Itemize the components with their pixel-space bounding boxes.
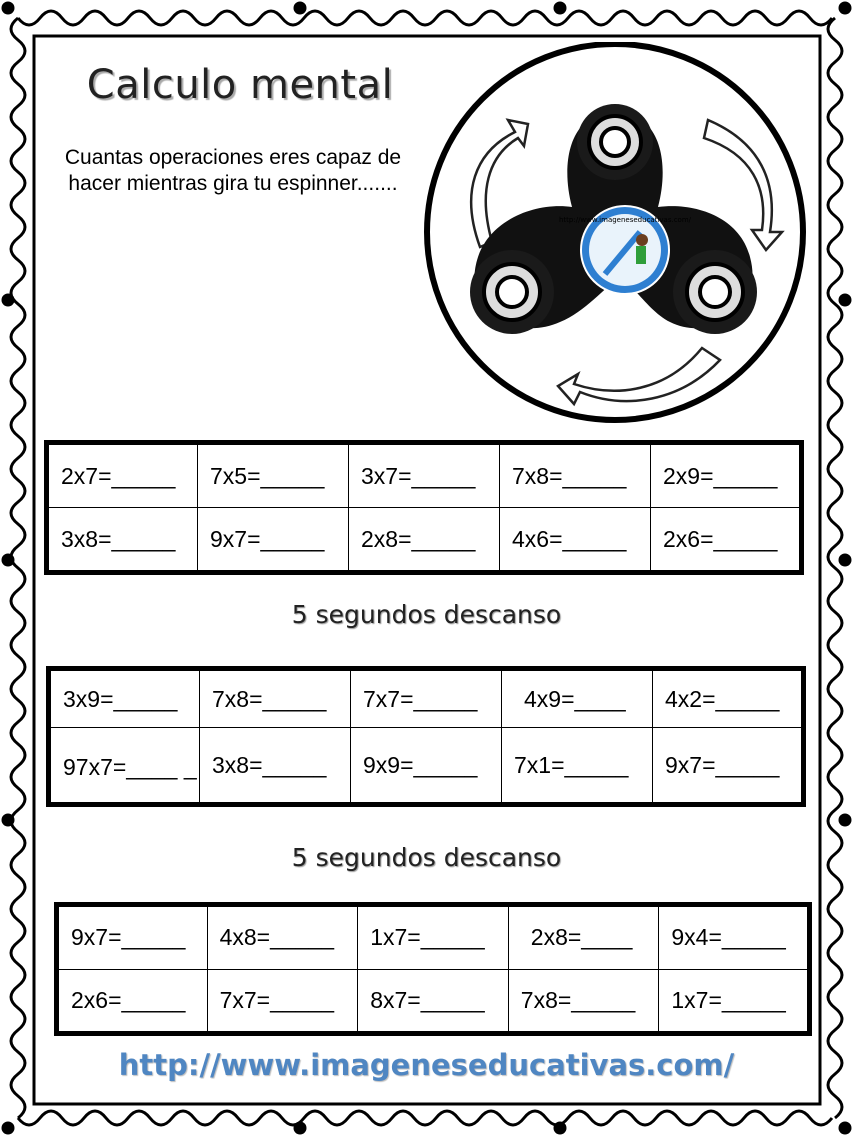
table-row — [49, 728, 804, 805]
exercise-cell: 2x8=____ — [508, 905, 659, 970]
border-dot — [3, 815, 13, 825]
exercise-cell: 9x9=_____ — [351, 728, 502, 805]
exercise-cell: 4x9=____ — [502, 669, 653, 728]
border-squiggle — [828, 18, 842, 1118]
exercise-cell: 2x7=_____ — [47, 443, 198, 508]
exercise-cell: 9x4=_____ — [659, 905, 810, 970]
footer-url-link[interactable]: http://www.imageneseducativas.com/ — [118, 1048, 735, 1082]
exercise-cell: 9x7=_____ — [653, 728, 804, 805]
instructions-text: Cuantas operaciones eres capaz de hacer mientras gira tu espinner....... — [64, 146, 402, 195]
exercise-cell: 1x7=_____ — [659, 969, 810, 1034]
exercise-cell: 4x2=_____ — [653, 669, 804, 728]
svg-text:http://www.imageneseducativas.: http://www.imageneseducativas.com/ — [558, 216, 692, 224]
table-row — [57, 905, 810, 970]
fidget-spinner-illustration — [420, 42, 810, 432]
border-dot — [295, 1123, 305, 1133]
exercise-cell: 3x8=_____ — [200, 728, 351, 805]
border-squiggle — [11, 18, 25, 1118]
exercise-cell: 2x6=_____ — [57, 969, 208, 1034]
border-squiggle — [18, 11, 832, 25]
exercise-cell: 2x8=_____ — [349, 508, 500, 573]
exercise-cell: 7x8=_____ — [500, 443, 651, 508]
exercise-cell: 7x7=_____ — [207, 969, 358, 1034]
exercise-cell: 9x7=_____ — [57, 905, 208, 970]
exercise-cell: 9x7=_____ — [198, 508, 349, 573]
rest-label-2: 5 segundos descanso — [291, 843, 562, 872]
table-row — [49, 669, 804, 728]
exercise-cell: 7x7=_____ — [351, 669, 502, 728]
border-squiggle — [18, 1111, 832, 1125]
exercise-cell: 7x1=_____ — [502, 728, 653, 805]
border-dot — [840, 3, 850, 13]
table-row — [57, 969, 810, 1034]
border-dot — [840, 295, 850, 305]
exercise-cell: 7x8=_____ — [508, 969, 659, 1034]
border-dot — [555, 1123, 565, 1133]
exercise-cell: 2x6=_____ — [651, 508, 802, 573]
exercise-cell: 8x7=_____ — [358, 969, 509, 1034]
border-dot — [840, 1123, 850, 1133]
exercise-cell: 3x9=_____ — [49, 669, 200, 728]
border-dot — [840, 555, 850, 565]
exercise-grid-1 — [44, 440, 804, 575]
exercise-cell: 2x9=_____ — [651, 443, 802, 508]
rest-label-1: 5 segundos descanso — [291, 600, 562, 629]
border-dot — [840, 815, 850, 825]
border-dot — [3, 295, 13, 305]
exercise-cell: 97x7=____ _ — [49, 728, 200, 805]
page-title: Calculo mental — [86, 62, 394, 108]
exercise-cell: 7x8=_____ — [200, 669, 351, 728]
exercise-cell: 4x8=_____ — [207, 905, 358, 970]
table-row — [47, 443, 802, 508]
border-dot — [3, 1123, 13, 1133]
exercise-grid-2 — [46, 666, 806, 807]
border-dot — [3, 3, 13, 13]
exercise-cell: 7x5=_____ — [198, 443, 349, 508]
exercise-cell: 1x7=_____ — [358, 905, 509, 970]
exercise-cell: 3x7=_____ — [349, 443, 500, 508]
border-dot — [3, 555, 13, 565]
exercise-cell: 3x8=_____ — [47, 508, 198, 573]
border-dot — [555, 3, 565, 13]
table-row — [47, 508, 802, 573]
border-dot — [295, 3, 305, 13]
exercise-grid-3 — [54, 902, 812, 1036]
exercise-cell: 4x6=_____ — [500, 508, 651, 573]
